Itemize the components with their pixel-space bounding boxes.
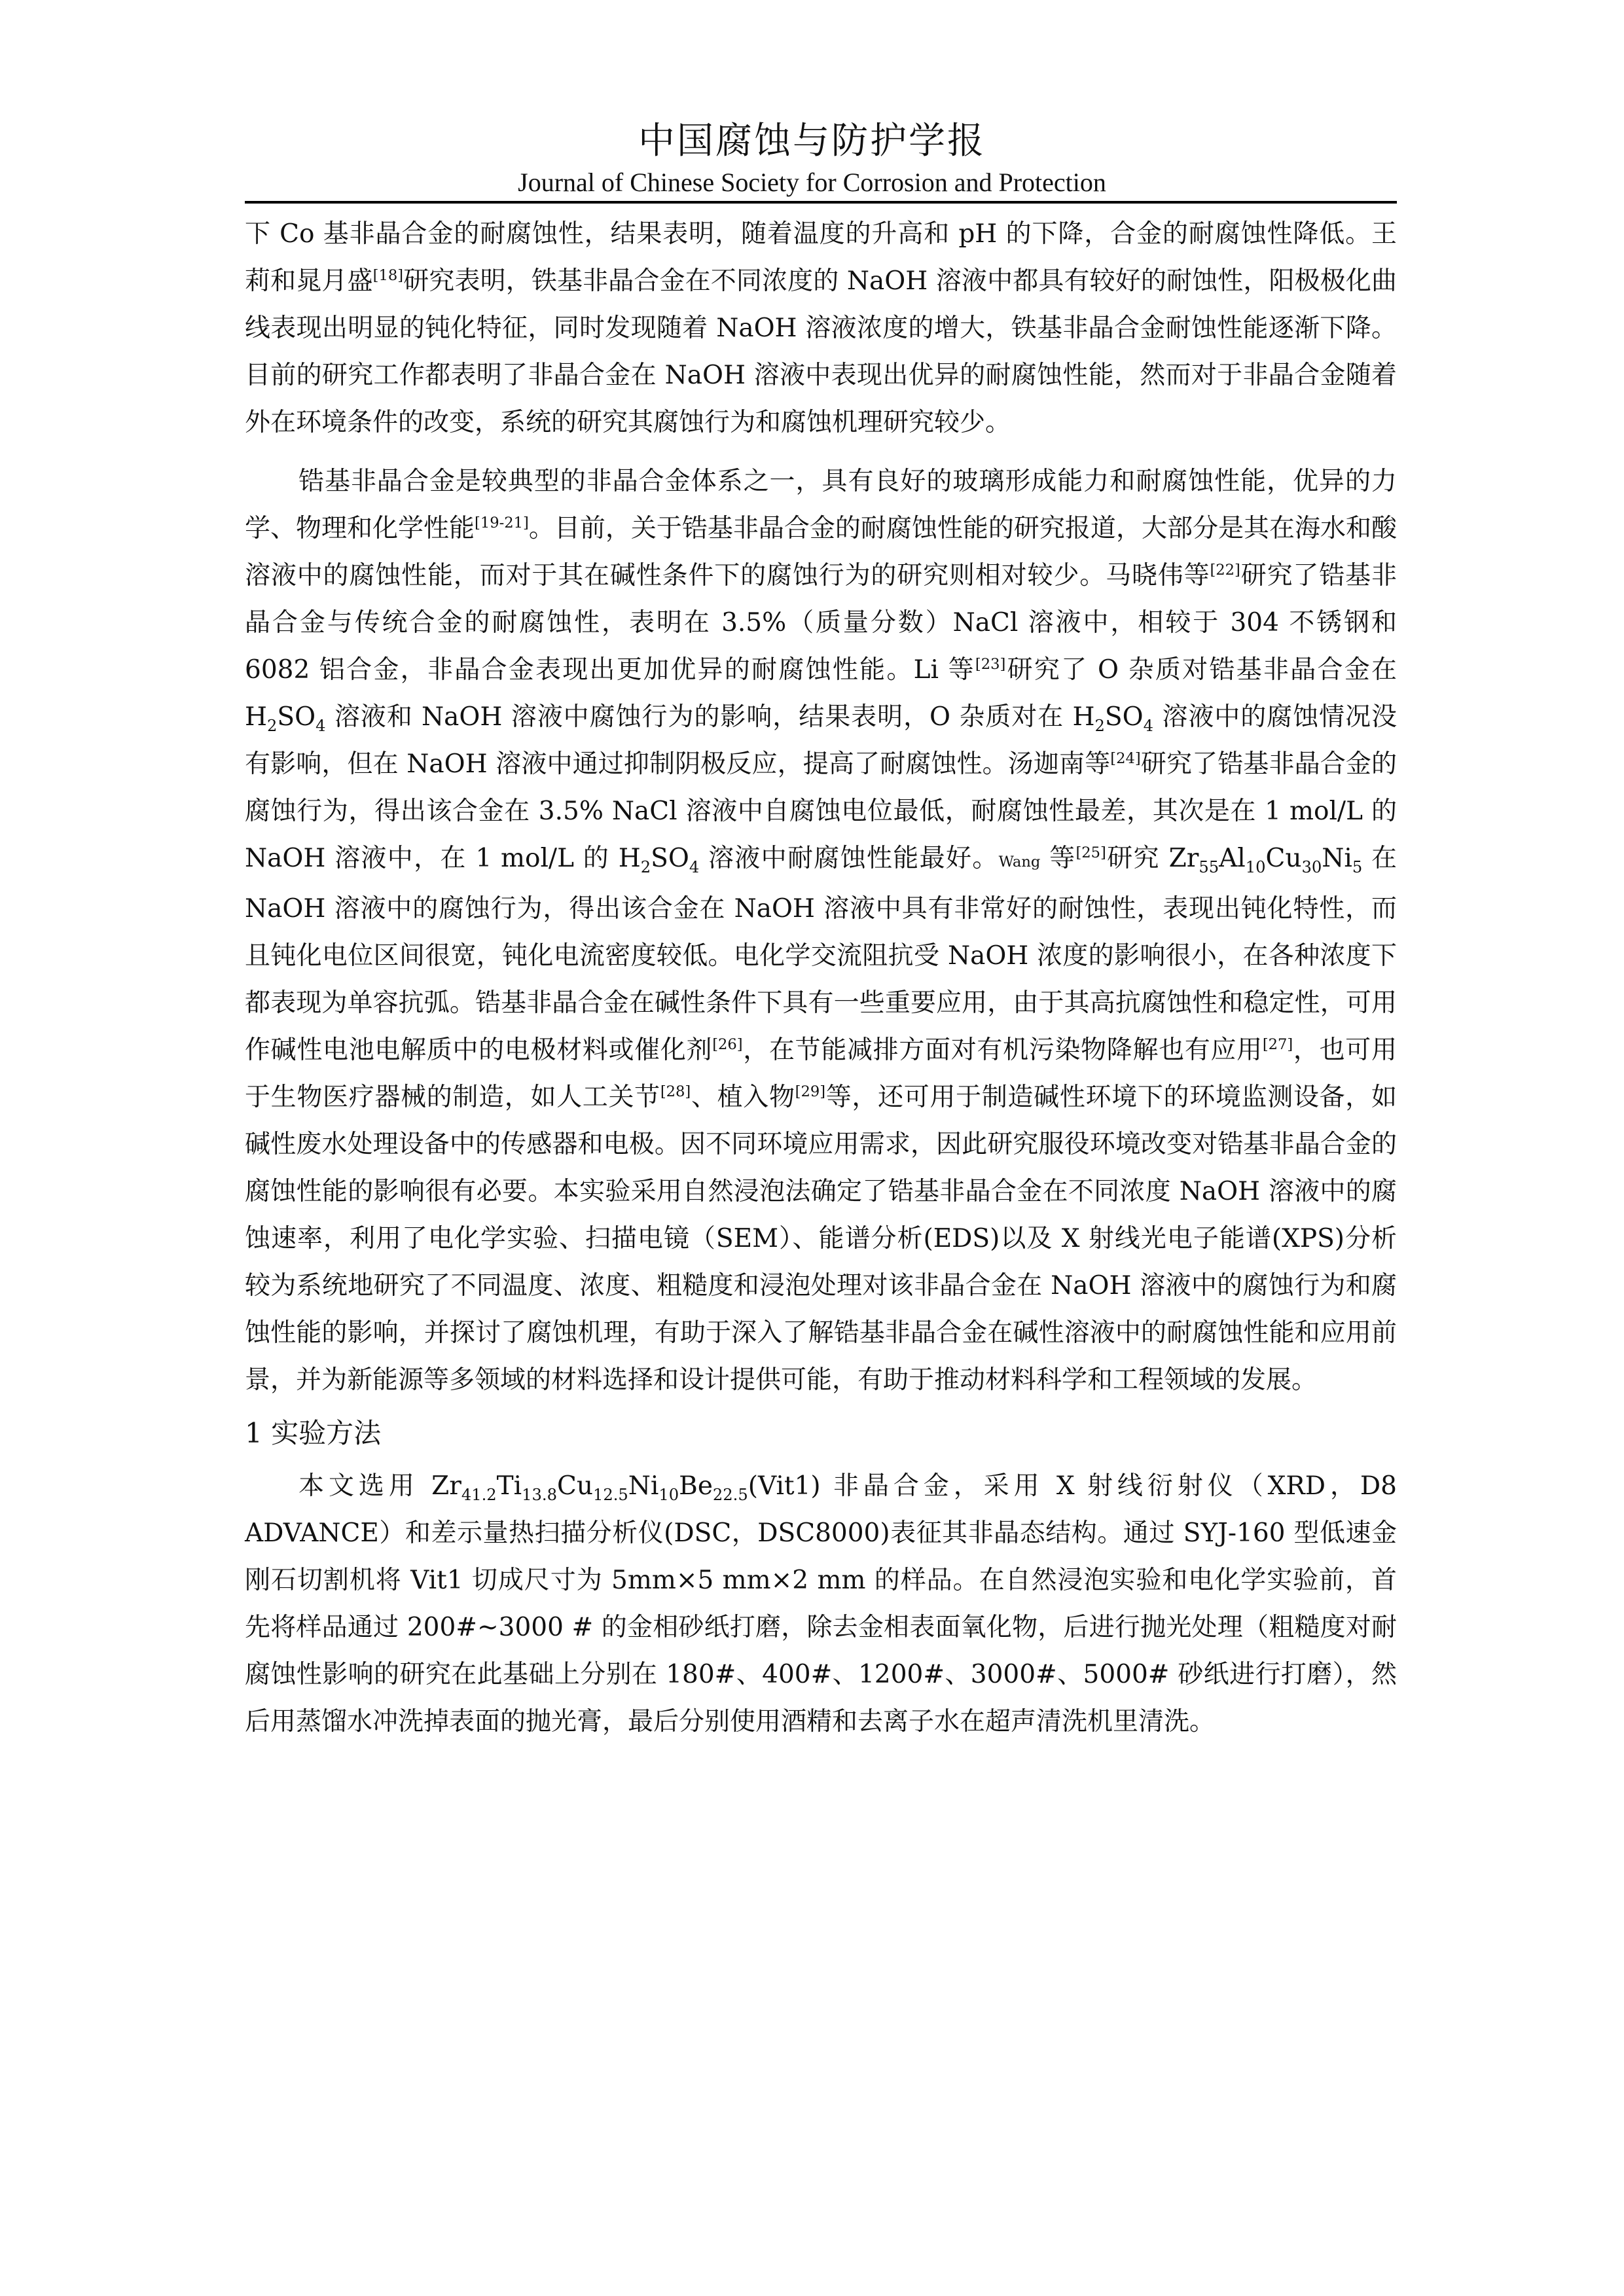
subscript: 4 xyxy=(316,716,326,735)
subscript: 13.8 xyxy=(522,1485,557,1504)
paragraph-zr-alloys xyxy=(245,458,1397,1404)
text-run: Ni xyxy=(628,1471,659,1501)
subscript: 12.5 xyxy=(592,1485,628,1504)
text-run: 等 xyxy=(1040,844,1076,873)
author-name-small: Wang xyxy=(998,853,1041,870)
subscript: 22.5 xyxy=(712,1485,748,1504)
text-run: 等，还可用于制造碱性环境下的环境监测设备，如碱性废水处理设备中的传感器和电极。因不同环境应用需求，因此研究服役环境改变对锆基非晶合金的腐蚀性能的影响很有必要。本实验采用自然浸泡法确定了锆基非晶合金在不同浓度 NaOH 溶液中的腐蚀速率，利用了电化学实验、扫描电镜（SEM）、能谱分析(EDS)以及 X 射线光电子能谱(XPS)分析较为系统地研究了不同温度、浓度、粗糙度和浸泡处理对该非晶合金在 NaOH 溶液中的腐蚀行为和腐蚀性能的影响，并探讨了腐蚀机理，有助于深入了解锆基非晶合金在碱性溶液中的耐腐蚀性能和应用前景，并为新能源等多领域的材料选择和设计提供可能，有助于推动材料科学和工程领域的发展。 xyxy=(245,1083,1397,1395)
citation: [23] xyxy=(975,656,1006,673)
text-run: 、植入物 xyxy=(691,1083,795,1112)
text-run: 。目前，关于锆基非晶合金的耐腐蚀性能的研究报道，大部分是其在海水和酸溶液中的腐蚀性能，而对于其在碱性条件下的腐蚀行为的研究则相对较少。马晓伟等 xyxy=(245,514,1397,590)
journal-title-en: Journal of Chinese Society for Corrosion and Protection xyxy=(518,168,1106,197)
text-run: SO xyxy=(1104,702,1144,732)
text-run: 在 NaOH 溶液中的腐蚀行为，得出该合金在 NaOH 溶液中具有非常好的耐蚀性，表现出钝化特性，而且钝化电位区间很宽，钝化电流密度较低。电化学交流阻抗受 NaOH 浓度的影响很小，在各种浓度下都表现为单容抗弧。锆基非晶合金在碱性条件下具有一些重要应用，由于其高抗腐蚀性和稳定性，可用作碱性电池电解质中的电极材料或催化剂 xyxy=(245,844,1397,1065)
text-run: SO xyxy=(651,844,689,873)
subscript: 5 xyxy=(1352,857,1363,876)
text-run: 溶液和 NaOH 溶液中腐蚀行为的影响，结果表明，O 杂质对在 H xyxy=(325,702,1095,732)
text-run: ，在节能减排方面对有机污染物降解也有应用 xyxy=(742,1035,1263,1065)
citation: [26] xyxy=(712,1036,743,1053)
citation: [19-21] xyxy=(475,514,529,531)
text-run: 研究表明，铁基非晶合金在不同浓度的 NaOH 溶液中都具有较好的耐蚀性，阳极极化曲线表现出明显的钝化特征，同时发现随着 NaOH 溶液浓度的增大，铁基非晶合金耐蚀性能逐渐下降。目前的研究工作都表明了非晶合金在 NaOH 溶液中表现出优异的耐腐蚀性能，然而对于非晶合金随着外在环境条件的改变，系统的研究其腐蚀行为和腐蚀机理研究较少。 xyxy=(245,266,1397,437)
text-run: Cu xyxy=(1265,844,1302,873)
text-run: 研究 Zr xyxy=(1106,844,1199,873)
journal-title-cn: 中国腐蚀与防护学报 xyxy=(638,120,986,162)
subscript: 10 xyxy=(659,1485,679,1504)
text-run: 溶液中的腐蚀情况没有影响，但在 NaOH 溶液中通过抑制阴极反应，提高了耐腐蚀性。汤迦南等 xyxy=(245,702,1397,779)
citation: [18] xyxy=(372,267,404,284)
subscript: 2 xyxy=(267,716,278,735)
text-run: 研究了 O 杂质对锆基非晶合金在 H xyxy=(245,655,1397,732)
citation: [25] xyxy=(1075,844,1106,861)
text-run: Ni xyxy=(1322,844,1352,873)
paragraph-continued xyxy=(245,211,1397,446)
text-run: 研究了锆基非晶合金与传统合金的耐腐蚀性，表明在 3.5%（质量分数）NaCl 溶液中，相较于 304 不锈钢和 6082 铝合金，非晶合金表现出更加优异的耐腐蚀性能。Li 等 xyxy=(245,561,1397,685)
text-run: ，也可用于生物医疗器械的制造，如人工关节 xyxy=(245,1035,1397,1112)
subscript: 4 xyxy=(1143,716,1154,735)
subscript: 2 xyxy=(640,857,651,876)
subscript: 41.2 xyxy=(461,1485,497,1504)
text-run: Cu xyxy=(557,1471,593,1501)
section-heading: 1 实验方法 xyxy=(245,1417,382,1449)
text-run: Al xyxy=(1219,844,1246,873)
citation: [29] xyxy=(795,1083,826,1100)
citation: [27] xyxy=(1262,1036,1293,1053)
subscript: 55 xyxy=(1199,857,1219,876)
subscript: 2 xyxy=(1094,716,1105,735)
text-run: 下 Co 基非晶合金的耐腐蚀性，结果表明，随着温度的升高和 pH 的下降，合金的耐腐蚀性降低。王莉和晁月盛 xyxy=(245,219,1397,296)
citation: [24] xyxy=(1110,750,1141,767)
text-run: Ti xyxy=(496,1471,522,1501)
citation: [22] xyxy=(1210,562,1240,579)
text-run: (Vit1) 非晶合金，采用 X 射线衍射仪（XRD，D8 ADVANCE）和差示量热扫描分析仪(DSC，DSC8000)表征其非晶态结构。通过 SYJ-160 型低速金刚石切割机将 Vit1 切成尺寸为 5mm×5 mm×2 mm 的样品。在自然浸泡实验和电化学实验前，首先将样品通过 200#~3000 # 的金相砂纸打磨，除去金相表面氧化物，后进行抛光处理（粗糙度对耐腐蚀性影响的研究在此基础上分别在 180#、400#、1200#、3000#、5000# 砂纸进行打磨），然后用蒸馏水冲洗掉表面的抛光膏，最后分别使用酒精和去离子水在超声清洗机里清洗。 xyxy=(245,1471,1397,1736)
citation: [28] xyxy=(660,1083,691,1100)
subscript: 4 xyxy=(689,857,700,876)
text-run: 锆基非晶合金是较典型的非晶合金体系之一，具有良好的玻璃形成能力和耐腐蚀性能，优异的力学、物理和化学性能 xyxy=(245,467,1397,543)
text-run: 研究了锆基非晶合金的腐蚀行为，得出该合金在 3.5% NaCl 溶液中自腐蚀电位最低，耐腐蚀性最差，其次是在 1 mol/L 的 NaOH 溶液中，在 1 mol/L 的 H xyxy=(245,749,1397,873)
text-run: 溶液中耐腐蚀性能最好。 xyxy=(699,844,999,873)
body-text xyxy=(245,211,1397,1746)
paragraph-methods xyxy=(245,1463,1397,1746)
header-rule xyxy=(245,201,1397,204)
subscript: 30 xyxy=(1301,857,1322,876)
subscript: 10 xyxy=(1245,857,1266,876)
text-run: 本文选用 Zr xyxy=(298,1471,461,1501)
text-run: SO xyxy=(277,702,316,732)
text-run: Be xyxy=(679,1471,713,1501)
